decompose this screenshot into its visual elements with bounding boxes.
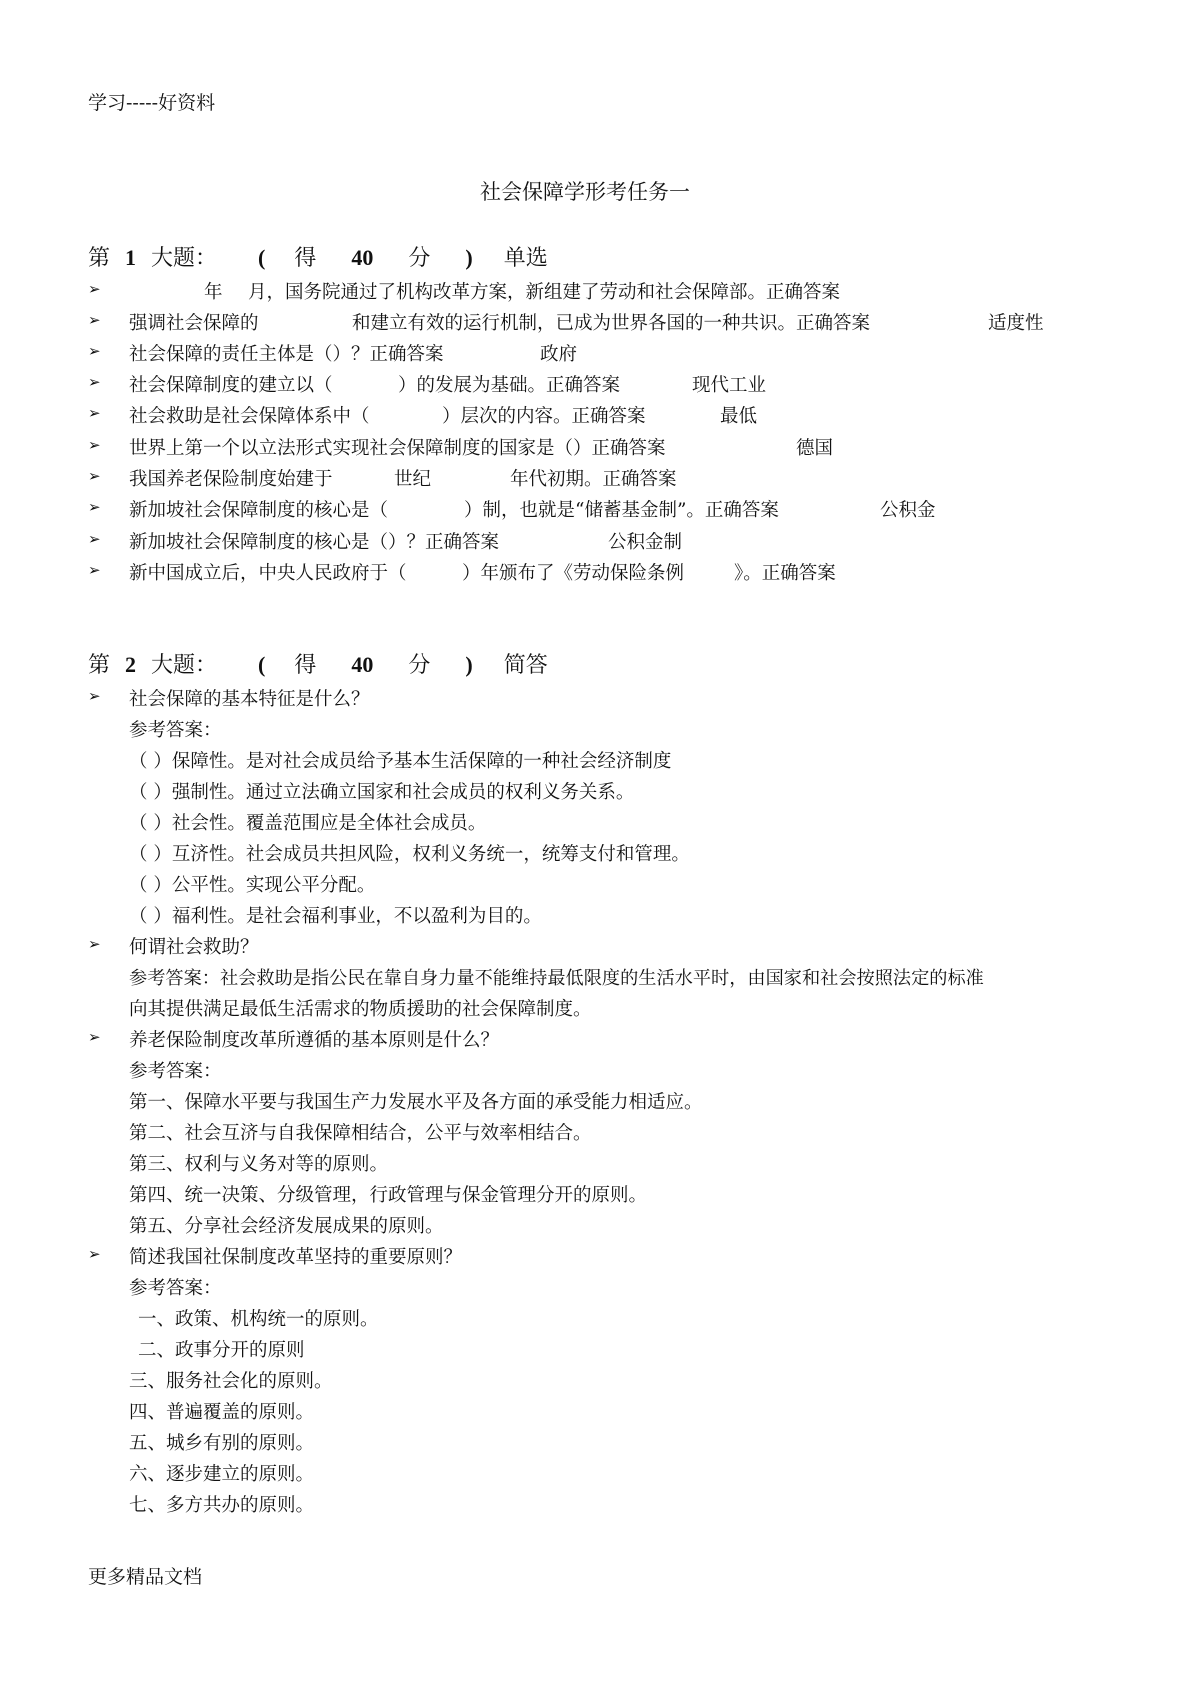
item-text: 世界上第一个以立法形式实现社会保障制度的国家是（）正确答案	[129, 438, 666, 459]
item-text: ）层次的内容。正确答案	[442, 406, 646, 427]
score-paren-close: )	[465, 245, 473, 270]
answer-point: 第二、社会互济与自我保障相结合，公平与效率相结合。	[129, 1123, 592, 1144]
answer-point: （ ）社会性。覆盖范围应是全体社会成员。	[129, 813, 487, 834]
list-item	[88, 434, 1088, 462]
arrow-bullet-icon: ➢	[88, 530, 101, 548]
item-text: 社会保障的责任主体是（）？正确答案	[129, 344, 444, 365]
answer-point: 第一、保障水平要与我国生产力发展水平及各方面的承受能力相适应。	[129, 1092, 703, 1113]
question-3	[88, 1026, 499, 1052]
section-label: 第	[88, 653, 111, 678]
score-unit: 分	[408, 246, 431, 271]
arrow-bullet-icon: ➢	[88, 436, 101, 454]
answer-text: 德国	[796, 438, 834, 459]
item-text: 新加坡社会保障制度的核心是（）？正确答案	[129, 532, 500, 553]
answer-text: 最低	[720, 406, 758, 427]
section-number: 2	[125, 652, 137, 677]
item-text: ）制，也就是“储蓄基金制”。正确答案	[464, 500, 779, 521]
answer-point: 五、城乡有别的原则。	[129, 1433, 315, 1454]
arrow-bullet-icon: ➢	[88, 498, 101, 516]
section-2-heading	[88, 648, 548, 679]
score-unit: 分	[408, 653, 431, 678]
question-4	[88, 1243, 462, 1269]
answer-point: 二、政事分开的原则	[138, 1340, 305, 1361]
item-text: 年代初期。正确答案	[510, 469, 677, 490]
answer-point: 六、逐步建立的原则。	[129, 1464, 315, 1485]
answer-text: 现代工业	[692, 375, 767, 396]
item-text: 社会救助是社会保障体系中（	[129, 406, 370, 427]
section-number: 1	[125, 245, 137, 270]
question-text: 社会保障的基本特征是什么？	[129, 689, 370, 710]
question-text: 养老保险制度改革所遵循的基本原则是什么？	[129, 1030, 500, 1051]
arrow-bullet-icon: ➢	[88, 935, 101, 953]
score-word: 得	[294, 653, 317, 678]
question-2	[88, 933, 259, 959]
page-footer: 更多精品文档	[88, 1566, 203, 1588]
reference-answer-label: 参考答案：	[129, 720, 222, 741]
list-item	[88, 371, 1088, 399]
section-1-heading	[88, 241, 548, 272]
item-text: 新中国成立后，中央人民政府于（	[129, 563, 407, 584]
score-value: 40	[351, 245, 374, 270]
list-item	[88, 528, 1088, 556]
arrow-bullet-icon: ➢	[88, 342, 101, 360]
question-1	[88, 685, 370, 711]
item-text: 和建立有效的运行机制，已成为世界各国的一种共识。正确答案	[352, 313, 871, 334]
answer-point: 七、多方共办的原则。	[129, 1495, 315, 1516]
answer-point: 四、普遍覆盖的原则。	[129, 1402, 315, 1423]
item-text: ）年颁布了《劳动保险条例	[462, 563, 685, 584]
item-text: 月，国务院通过了机构改革方案，新组建了劳动和社会保障部。正确答案	[248, 282, 841, 303]
arrow-bullet-icon: ➢	[88, 467, 101, 485]
answer-text: 公积金制	[608, 532, 683, 553]
answer-point: 一、政策、机构统一的原则。	[138, 1309, 379, 1330]
arrow-bullet-icon: ➢	[88, 687, 101, 705]
item-text: 社会保障制度的建立以（	[129, 375, 333, 396]
arrow-bullet-icon: ➢	[88, 311, 101, 329]
arrow-bullet-icon: ➢	[88, 1245, 101, 1263]
item-text: 强调社会保障的	[129, 313, 259, 334]
answer-text: 向其提供满足最低生活需求的物质援助的社会保障制度。	[129, 999, 592, 1020]
item-text: 世纪	[394, 469, 432, 490]
question-type: 简答	[503, 653, 548, 678]
page-title: 社会保障学形考任务一	[480, 180, 690, 204]
answer-point: （ ）公平性。实现公平分配。	[129, 875, 376, 896]
score-word: 得	[294, 246, 317, 271]
arrow-bullet-icon: ➢	[88, 280, 101, 298]
item-text: 新加坡社会保障制度的核心是（	[129, 500, 389, 521]
list-item	[88, 559, 1088, 587]
list-item	[88, 340, 1088, 368]
score-paren-close: )	[465, 652, 473, 677]
arrow-bullet-icon: ➢	[88, 561, 101, 579]
question-text: 何谓社会救助？	[129, 937, 259, 958]
arrow-bullet-icon: ➢	[88, 404, 101, 422]
reference-answer-label: 参考答案：	[129, 1278, 222, 1299]
section-label-2: 大题：	[151, 246, 218, 271]
section-label: 第	[88, 246, 111, 271]
answer-point: 第四、统一决策、分级管理，行政管理与保金管理分开的原则。	[129, 1185, 648, 1206]
list-item	[88, 496, 1088, 524]
score-value: 40	[351, 652, 374, 677]
item-text: 我国养老保险制度始建于	[129, 469, 333, 490]
list-item	[88, 278, 1088, 306]
answer-point: 第五、分享社会经济发展成果的原则。	[129, 1216, 444, 1237]
answer-point: （ ）强制性。通过立法确立国家和社会成员的权利义务关系。	[129, 782, 635, 803]
answer-point: 三、服务社会化的原则。	[129, 1371, 333, 1392]
answer-point: （ ）保障性。是对社会成员给予基本生活保障的一种社会经济制度	[129, 751, 672, 772]
list-item	[88, 402, 1088, 430]
arrow-bullet-icon: ➢	[88, 1028, 101, 1046]
reference-answer-label: 参考答案：	[129, 1061, 222, 1082]
list-item	[88, 309, 1088, 337]
answer-point: 第三、权利与义务对等的原则。	[129, 1154, 389, 1175]
answer-text: 公积金	[880, 500, 936, 521]
page-header: 学习-----好资料	[88, 92, 216, 114]
section-label-2: 大题：	[151, 653, 218, 678]
item-text: 》。正确答案	[734, 563, 836, 584]
item-text: 年	[204, 282, 223, 303]
answer-point: （ ）福利性。是社会福利事业，不以盈利为目的。	[129, 906, 542, 927]
question-type: 单选	[503, 246, 548, 271]
item-text: ）的发展为基础。正确答案	[398, 375, 621, 396]
answer-point: （ ）互济性。社会成员共担风险，权利义务统一，统筹支付和管理。	[129, 844, 690, 865]
score-paren-open: (	[258, 652, 266, 677]
question-text: 简述我国社保制度改革坚持的重要原则？	[129, 1247, 463, 1268]
answer-text: 政府	[540, 344, 578, 365]
arrow-bullet-icon: ➢	[88, 373, 101, 391]
list-item	[88, 465, 1088, 493]
score-paren-open: (	[258, 245, 266, 270]
answer-text: 参考答案：社会救助是指公民在靠自身力量不能维持最低限度的生活水平时，由国家和社会按照法定的标准	[129, 968, 984, 989]
answer-text: 适度性	[988, 313, 1044, 334]
